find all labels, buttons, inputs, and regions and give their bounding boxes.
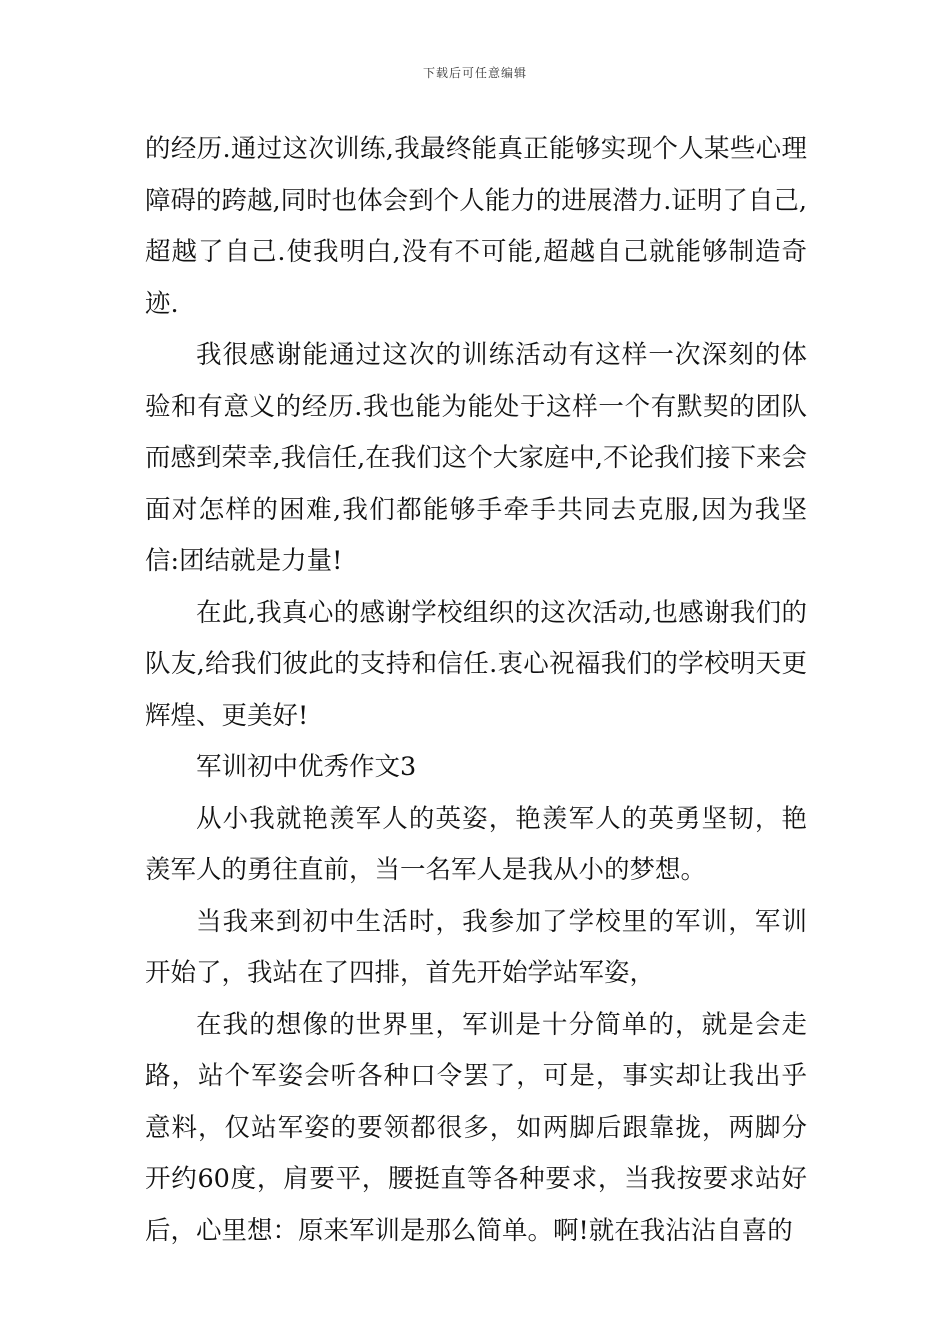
paragraph-1: 的经历.通过这次训练,我最终能真正能够实现个人某些心理障碍的跨越,同时也体会到个人能力的进展潜力.证明了自己,超越了自己.使我明白,没有不可能,超越自己就能够制造奇迹. [145,134,807,319]
paragraph-2: 我很感谢能通过这次的训练活动有这样一次深刻的体验和有意义的经历.我也能为能处于这样一个有默契的团队而感到荣幸,我信任,在我们这个大家庭中,不论我们接下来会面对怎样的困难,我们都能够手牵手共同去克服,因为我坚信:团结就是力量! [145,340,807,576]
paragraph-5: 当我来到初中生活时，我参加了学校里的军训，军训开始了，我站在了四排，首先开始学站军姿， [145,906,807,988]
paragraph-6: 在我的想像的世界里，军训是十分简单的，就是会走路，站个军姿会听各种口令罢了，可是，事实却让我出乎意料，仅站军姿的要领都很多，如两脚后跟靠拢，两脚分开约60度，肩要平，腰挺直等各种要求，当我按要求站好后，心里想：原来军训是那么简单。啊!就在我沾沾自喜的 [145,1009,807,1246]
section-title: 军训初中优秀作文3 [196,752,417,782]
paragraph-4: 从小我就艳羡军人的英姿，艳羡军人的英勇坚韧，艳羡军人的勇往直前，当一名军人是我从小的梦想。 [145,803,807,885]
paragraph-3: 在此,我真心的感谢学校组织的这次活动,也感谢我们的队友,给我们彼此的支持和信任.衷心祝福我们的学校明天更辉煌、更美好! [145,597,807,731]
document-body [145,124,807,1257]
page-header: 下载后可任意编辑 [422,66,527,80]
